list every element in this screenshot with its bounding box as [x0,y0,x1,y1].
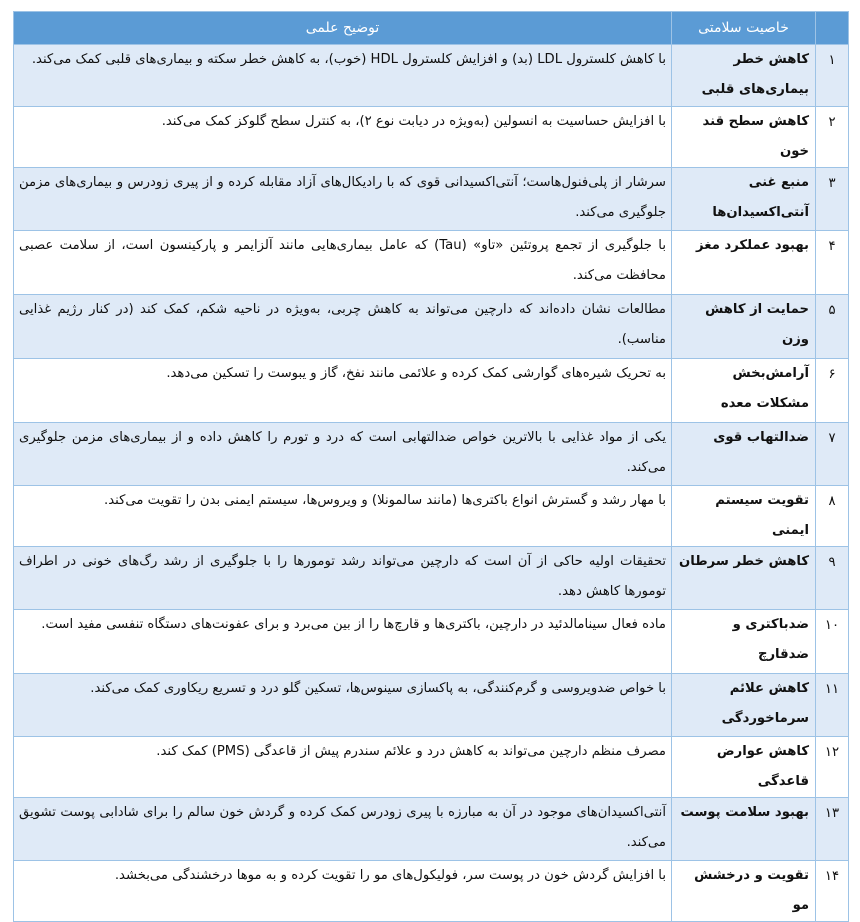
header-number [816,12,849,45]
table-row [14,547,849,610]
row-number: ۴ [816,231,849,295]
table-row [14,359,849,423]
row-property: کاهش خطر سرطان [672,547,816,610]
row-description: با کاهش کلسترول LDL (بد) و افزایش کلسترول HDL (خوب)، به کاهش خطر سکته و بیماری‌های قلبی کمک می‌کند. [14,45,672,107]
row-description: مصرف منظم دارچین می‌تواند به کاهش درد و علائم سندرم پیش از قاعدگی (PMS) کمک کند. [14,737,672,798]
row-description: ماده فعال سینامالدئید در دارچین، باکتری‌ها و قارچ‌ها را از بین می‌برد و برای عفونت‌های دستگاه تنفسی مفید است. [14,610,672,674]
table-row [14,610,849,674]
row-description: آنتی‌اکسیدان‌های موجود در آن به مبارزه با پیری زودرس کمک کرده و گردش خون سالم را برای شادابی پوست تشویق می‌کند. [14,798,672,861]
row-number: ۷ [816,423,849,486]
row-description: با افزایش حساسیت به انسولین (به‌ویژه در دیابت نوع ۲)، به کنترل سطح گلوکز کمک می‌کند. [14,107,672,168]
row-property: ضدالتهاب قوی [672,423,816,486]
row-property: کاهش خطر بیماری‌های قلبی [672,45,816,107]
row-description: سرشار از پلی‌فنول‌هاست؛ آنتی‌اکسیدانی قوی که با رادیکال‌های آزاد مقابله کرده و از پیری زودرس و بیماری‌های مزمن جلوگیری می‌کند. [14,168,672,231]
row-description: یکی از مواد غذایی با بالاترین خواص ضدالتهابی است که درد و تورم را کاهش داده و از بیماری‌های مزمن جلوگیری می‌کند. [14,423,672,486]
row-number: ۱۲ [816,737,849,798]
row-property: ضدباکتری و ضدقارچ [672,610,816,674]
health-table-container [13,11,848,922]
table-row [14,674,849,737]
row-number: ۶ [816,359,849,423]
table-row [14,798,849,861]
row-property: کاهش علائم سرماخوردگی [672,674,816,737]
table-row [14,168,849,231]
row-property: کاهش عوارض قاعدگی [672,737,816,798]
row-number: ۱۱ [816,674,849,737]
row-number: ۱۰ [816,610,849,674]
row-description: با افزایش گردش خون در پوست سر، فولیکول‌های مو را تقویت کرده و به موها درخشندگی می‌بخشد. [14,861,672,922]
row-description: تحقیقات اولیه حاکی از آن است که دارچین می‌تواند رشد تومورها را با جلوگیری از رشد رگ‌های خونی در اطراف تومورها کاهش دهد. [14,547,672,610]
row-number: ۱۴ [816,861,849,922]
row-number: ۹ [816,547,849,610]
header-property: خاصیت سلامتی [672,12,816,45]
row-number: ۵ [816,295,849,359]
row-number: ۱ [816,45,849,107]
row-property: کاهش سطح قند خون [672,107,816,168]
row-property: بهبود عملکرد مغز [672,231,816,295]
row-number: ۲ [816,107,849,168]
table-row [14,295,849,359]
table-row [14,45,849,107]
row-description: با خواص ضدویروسی و گرم‌کنندگی، به پاکسازی سینوس‌ها، تسکین گلو درد و تسریع ریکاوری کمک می‌کند. [14,674,672,737]
row-property: بهبود سلامت پوست [672,798,816,861]
row-property: حمایت از کاهش وزن [672,295,816,359]
table-header-row [14,12,849,45]
row-number: ۸ [816,486,849,547]
health-properties-table [13,11,849,922]
row-number: ۳ [816,168,849,231]
table-row [14,423,849,486]
row-property: تقویت و درخشش مو [672,861,816,922]
table-row [14,107,849,168]
row-property: تقویت سیستم ایمنی [672,486,816,547]
row-description: به تحریک شیره‌های گوارشی کمک کرده و علائمی مانند نفخ، گاز و یبوست را تسکین می‌دهد. [14,359,672,423]
table-row [14,861,849,922]
row-description: با جلوگیری از تجمع پروتئین «تاو» (Tau) که عامل بیماری‌هایی مانند آلزایمر و پارکینسون است، از سلامت عصبی محافظت می‌کند. [14,231,672,295]
table-row [14,737,849,798]
row-property: آرامش‌بخش مشکلات معده [672,359,816,423]
table-row [14,231,849,295]
header-description: توضیح علمی [14,12,672,45]
table-row [14,486,849,547]
row-property: منبع غنی آنتی‌اکسیدان‌ها [672,168,816,231]
row-description: با مهار رشد و گسترش انواع باکتری‌ها (مانند سالمونلا) و ویروس‌ها، سیستم ایمنی بدن را تقویت می‌کند. [14,486,672,547]
row-number: ۱۳ [816,798,849,861]
row-description: مطالعات نشان داده‌اند که دارچین می‌تواند به کاهش چربی، به‌ویژه در ناحیه شکم، کمک کند (در کنار رژیم غذایی مناسب). [14,295,672,359]
